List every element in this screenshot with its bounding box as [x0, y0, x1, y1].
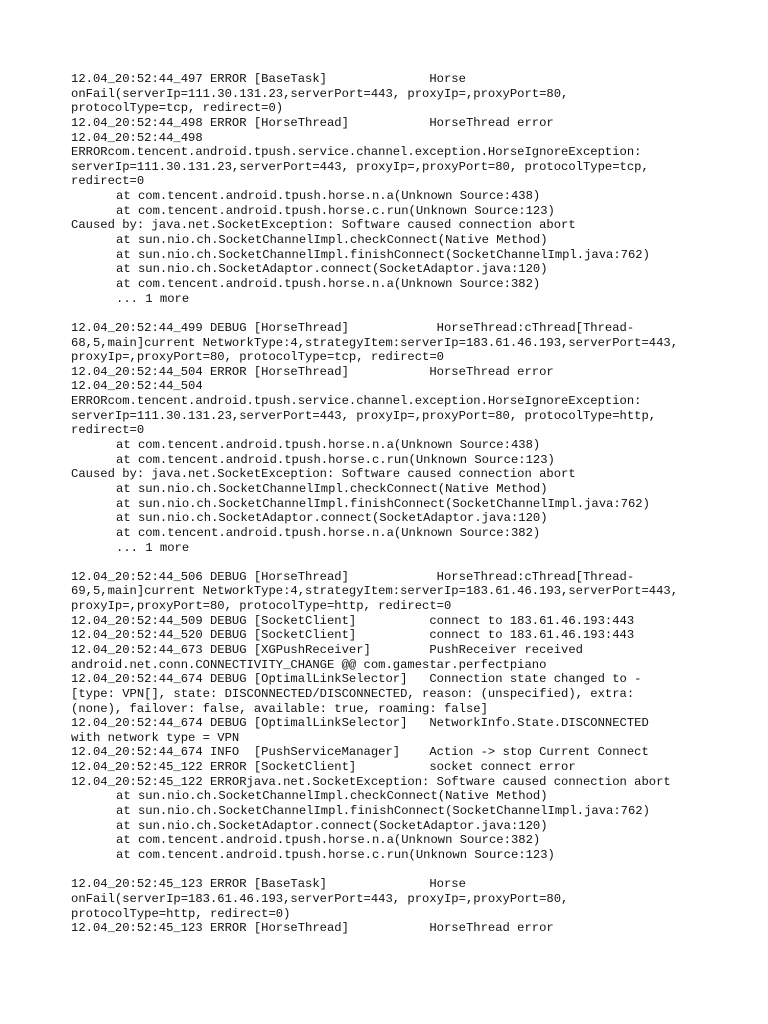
log-line: redirect=0	[71, 174, 145, 189]
log-line: 12.04_20:52:44_499 DEBUG [HorseThread] HorseThread:cThread[Thread-	[71, 320, 635, 335]
log-line: 12.04_20:52:44_504 ERROR [HorseThread] HorseThread error	[71, 364, 554, 379]
log-line: onFail(serverIp=111.30.131.23,serverPort=443, proxyIp=,proxyPort=80,	[71, 86, 569, 101]
log-line: ERRORcom.tencent.android.tpush.service.channel.exception.HorseIgnoreException:	[71, 145, 642, 160]
stack-trace-line: at sun.nio.ch.SocketAdaptor.connect(SocketAdaptor.java:120)	[116, 511, 548, 526]
log-line: 12.04_20:52:44_506 DEBUG [HorseThread] HorseThread:cThread[Thread-	[71, 569, 635, 584]
log-line: Caused by: java.net.SocketException: Software caused connection abort	[71, 467, 576, 482]
log-text-block	[71, 72, 731, 936]
log-line: 12.04_20:52:44_498	[71, 130, 203, 145]
log-line: android.net.conn.CONNECTIVITY_CHANGE @@ com.gamestar.perfectpiano	[71, 657, 547, 672]
log-line: 12.04_20:52:44_520 DEBUG [SocketClient] connect to 183.61.46.193:443	[71, 628, 635, 643]
stack-trace-line: at sun.nio.ch.SocketChannelImpl.checkConnect(Native Method)	[116, 481, 548, 496]
log-line: onFail(serverIp=183.61.46.193,serverPort=443, proxyIp=,proxyPort=80,	[71, 891, 569, 906]
log-line: 12.04_20:52:44_498 ERROR [HorseThread] HorseThread error	[71, 115, 554, 130]
log-line: 12.04_20:52:44_673 DEBUG [XGPushReceiver] PushReceiver received	[71, 642, 583, 657]
log-line: proxyIp=,proxyPort=80, protocolType=tcp, redirect=0	[71, 350, 444, 365]
log-line: 12.04_20:52:44_674 INFO [PushServiceManager] Action -> stop Current Connect	[71, 745, 649, 760]
stack-trace-line: at com.tencent.android.tpush.horse.n.a(Unknown Source:438)	[116, 438, 541, 453]
stack-trace-line: at com.tencent.android.tpush.horse.n.a(Unknown Source:382)	[116, 276, 541, 291]
stack-trace-line: ... 1 more	[116, 540, 190, 555]
stack-trace-line: at sun.nio.ch.SocketAdaptor.connect(SocketAdaptor.java:120)	[116, 262, 548, 277]
stack-trace-line: at sun.nio.ch.SocketChannelImpl.finishConnect(SocketChannelImpl.java:762)	[116, 247, 650, 262]
stack-trace-line: at com.tencent.android.tpush.horse.c.run(Unknown Source:123)	[116, 452, 555, 467]
stack-trace-line: at com.tencent.android.tpush.horse.n.a(Unknown Source:438)	[116, 189, 541, 204]
log-line: 12.04_20:52:45_123 ERROR [HorseThread] HorseThread error	[71, 921, 554, 936]
log-line: (none), failover: false, available: true, roaming: false]	[71, 701, 488, 716]
stack-trace-line: at com.tencent.android.tpush.horse.c.run(Unknown Source:123)	[116, 203, 555, 218]
blank-line	[71, 306, 731, 321]
stack-trace-line: ... 1 more	[116, 291, 190, 306]
stack-trace-line: at sun.nio.ch.SocketChannelImpl.finishConnect(SocketChannelImpl.java:762)	[116, 496, 650, 511]
log-line: 12.04_20:52:44_674 DEBUG [OptimalLinkSelector] Connection state changed to -	[71, 672, 642, 687]
log-line: protocolType=tcp, redirect=0)	[71, 101, 284, 116]
stack-trace-line: at sun.nio.ch.SocketChannelImpl.finishConnect(SocketChannelImpl.java:762)	[116, 804, 650, 819]
log-line: 12.04_20:52:44_504	[71, 379, 203, 394]
log-line: 12.04_20:52:45_122 ERROR [SocketClient] socket connect error	[71, 760, 576, 775]
stack-trace-line: at sun.nio.ch.SocketChannelImpl.checkConnect(Native Method)	[116, 233, 548, 248]
log-line: redirect=0	[71, 423, 145, 438]
blank-line	[71, 863, 731, 878]
log-line: 12.04_20:52:45_122 ERRORjava.net.SocketException: Software caused connection abort	[71, 774, 671, 789]
log-line: 12.04_20:52:45_123 ERROR [BaseTask] Horse	[71, 877, 466, 892]
stack-trace-line: at sun.nio.ch.SocketChannelImpl.checkConnect(Native Method)	[116, 789, 548, 804]
stack-trace-line: at com.tencent.android.tpush.horse.c.run(Unknown Source:123)	[116, 847, 555, 862]
log-line: protocolType=http, redirect=0)	[71, 906, 291, 921]
log-line: 12.04_20:52:44_509 DEBUG [SocketClient] connect to 183.61.46.193:443	[71, 613, 635, 628]
stack-trace-line: at com.tencent.android.tpush.horse.n.a(Unknown Source:382)	[116, 525, 541, 540]
log-line: 69,5,main]current NetworkType:4,strategyItem:serverIp=183.61.46.193,serverPort=443,	[71, 584, 679, 599]
log-line: 12.04_20:52:44_497 ERROR [BaseTask] Horse	[71, 72, 466, 86]
log-line: 68,5,main]current NetworkType:4,strategyItem:serverIp=183.61.46.193,serverPort=443,	[71, 335, 679, 350]
stack-trace-line: at com.tencent.android.tpush.horse.n.a(Unknown Source:382)	[116, 833, 541, 848]
log-line: serverIp=111.30.131.23,serverPort=443, proxyIp=,proxyPort=80, protocolType=tcp,	[71, 159, 649, 174]
blank-line	[71, 555, 731, 570]
log-line: with network type = VPN	[71, 730, 240, 745]
log-line: ERRORcom.tencent.android.tpush.service.channel.exception.HorseIgnoreException:	[71, 394, 642, 409]
log-line: serverIp=111.30.131.23,serverPort=443, proxyIp=,proxyPort=80, protocolType=http,	[71, 408, 657, 423]
log-line: [type: VPN[], state: DISCONNECTED/DISCONNECTED, reason: (unspecified), extra:	[71, 686, 635, 701]
log-line: Caused by: java.net.SocketException: Software caused connection abort	[71, 218, 576, 233]
log-line: proxyIp=,proxyPort=80, protocolType=http, redirect=0	[71, 599, 452, 614]
stack-trace-line: at sun.nio.ch.SocketAdaptor.connect(SocketAdaptor.java:120)	[116, 818, 548, 833]
log-line: 12.04_20:52:44_674 DEBUG [OptimalLinkSelector] NetworkInfo.State.DISCONNECTED	[71, 716, 649, 731]
